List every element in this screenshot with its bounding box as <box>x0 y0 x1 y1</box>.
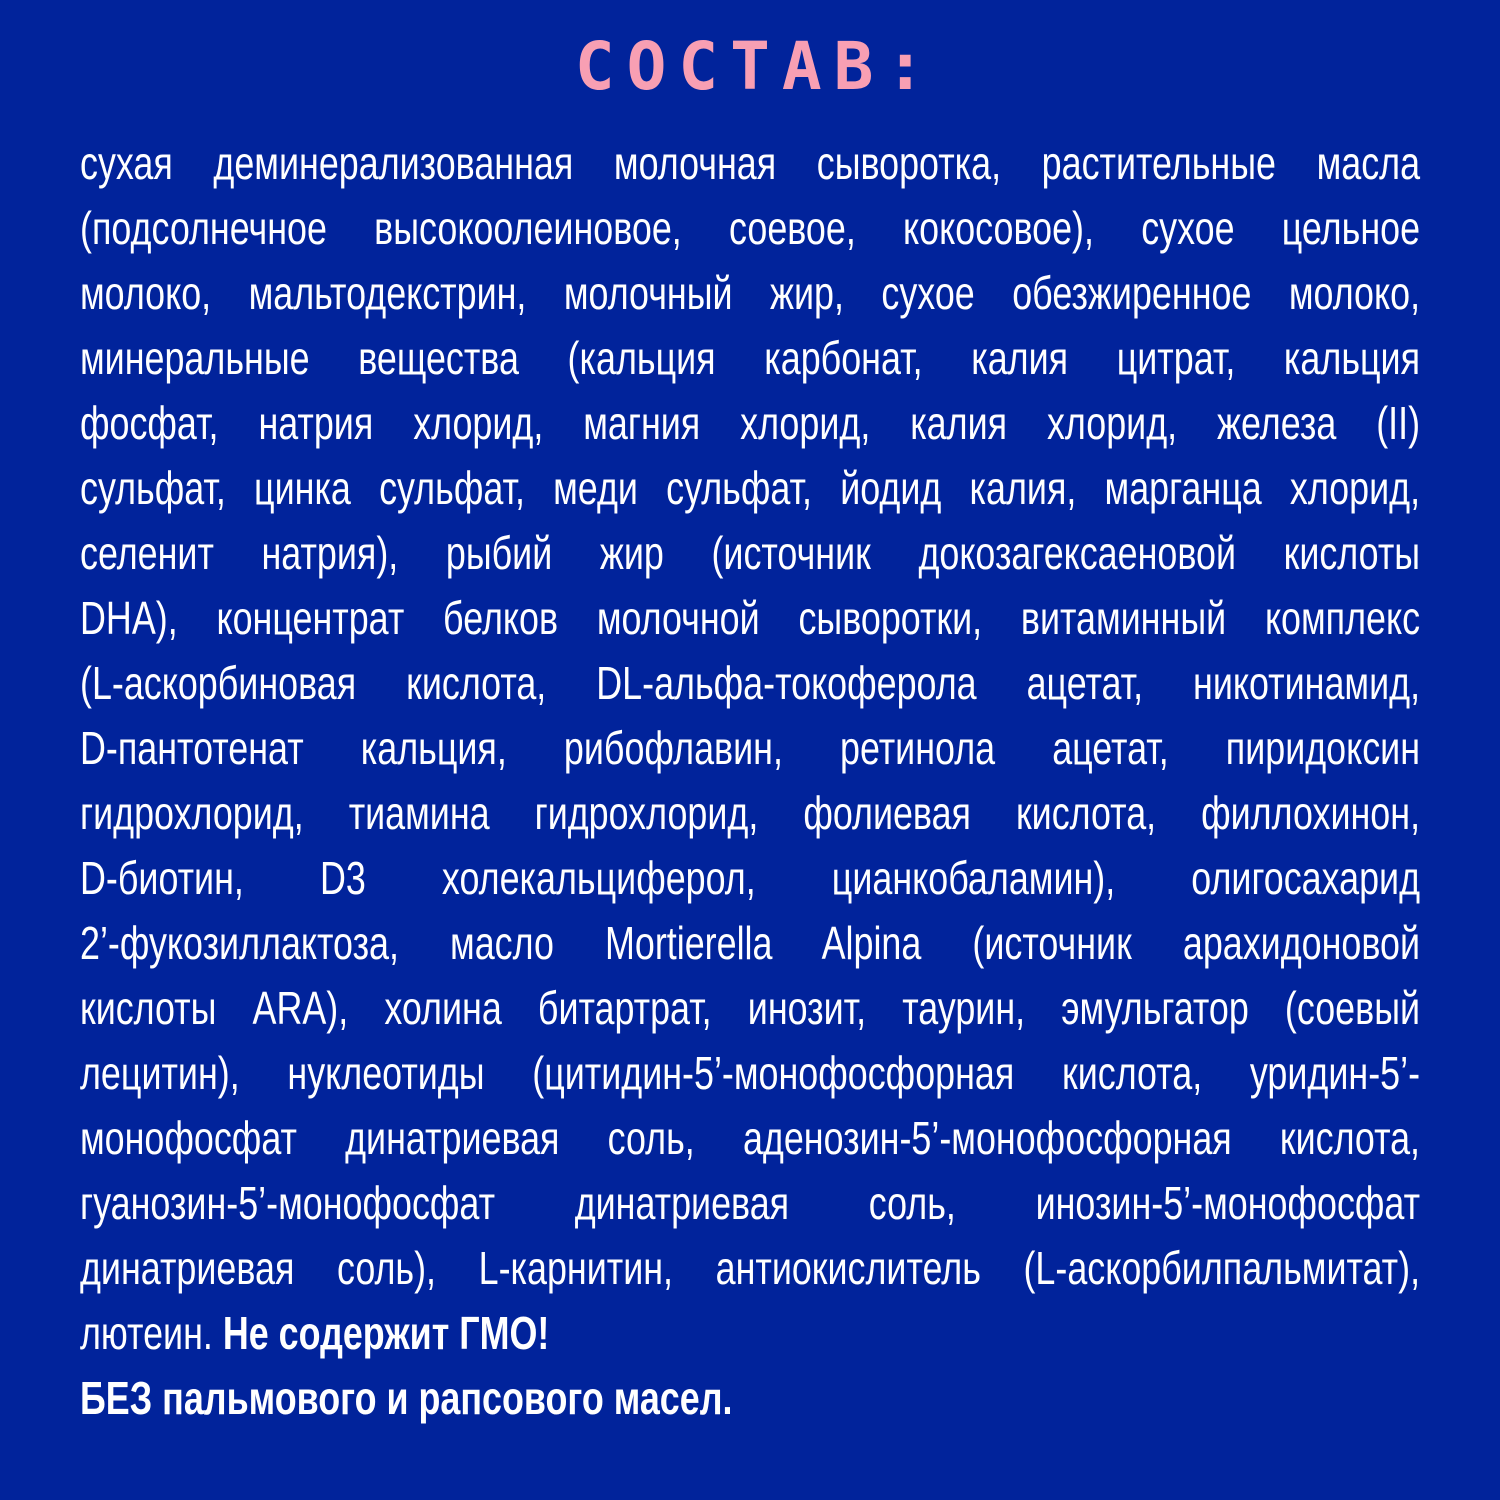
ingredient-line: 2’-фукозиллактоза, масло Mortierella Alpina (источник арахидоновой <box>80 917 1421 969</box>
ingredient-line: DHA), концентрат белков молочной сыворотки, витаминный комплекс <box>80 592 1421 644</box>
ingredient-line-gmo <box>80 1301 1420 1366</box>
no-gmo-claim: Не содержит ГМО! <box>222 1307 550 1359</box>
lutein-text: лютеин. <box>80 1307 223 1359</box>
ingredient-line: сухая деминерализованная молочная сыворотка, растительные масла <box>80 137 1421 189</box>
no-palm-oil-claim: БЕЗ пальмового и рапсового масел. <box>80 1372 733 1424</box>
ingredient-line: монофосфат динатриевая соль, аденозин-5’-монофосфорная кислота, <box>80 1112 1421 1164</box>
ingredient-line: динатриевая соль), L-карнитин, антиокислитель (L-аскорбилпальмитат), <box>80 1242 1421 1294</box>
section-title: СОСТАВ: <box>574 28 938 105</box>
ingredient-line: гуанозин-5’-монофосфат динатриевая соль, инозин-5’-монофосфат <box>80 1177 1421 1229</box>
ingredient-line: гидрохлорид, тиамина гидрохлорид, фолиевая кислота, филлохинон, <box>80 787 1421 839</box>
ingredient-line: фосфат, натрия хлорид, магния хлорид, калия хлорид, железа (II) <box>80 397 1421 449</box>
ingredient-line: сульфат, цинка сульфат, меди сульфат, йодид калия, марганца хлорид, <box>80 462 1421 514</box>
ingredient-line: молоко, мальтодекстрин, молочный жир, сухое обезжиренное молоко, <box>80 267 1421 319</box>
ingredient-line: селенит натрия), рыбий жир (источник докозагексаеновой кислоты <box>80 527 1421 579</box>
ingredient-line: D-пантотенат кальция, рибофлавин, ретинола ацетат, пиридоксин <box>80 722 1421 774</box>
ingredient-line: лецитин), нуклеотиды (цитидин-5’-монофосфорная кислота, уридин-5’- <box>80 1047 1421 1099</box>
ingredient-line: D-биотин, D3 холекальциферол, цианкобаламин), олигосахарид <box>80 852 1421 904</box>
ingredient-line: минеральные вещества (кальция карбонат, калия цитрат, кальция <box>80 332 1421 384</box>
ingredient-line: (L-аскорбиновая кислота, DL-альфа-токоферола ацетат, никотинамид, <box>80 657 1421 709</box>
ingredient-line: (подсолнечное высокоолеиновое, соевое, кокосовое), сухое цельное <box>80 202 1421 254</box>
ingredients-text <box>80 131 1420 1431</box>
ingredient-line: кислоты ARA), холина битартрат, инозит, таурин, эмульгатор (соевый <box>80 982 1421 1034</box>
